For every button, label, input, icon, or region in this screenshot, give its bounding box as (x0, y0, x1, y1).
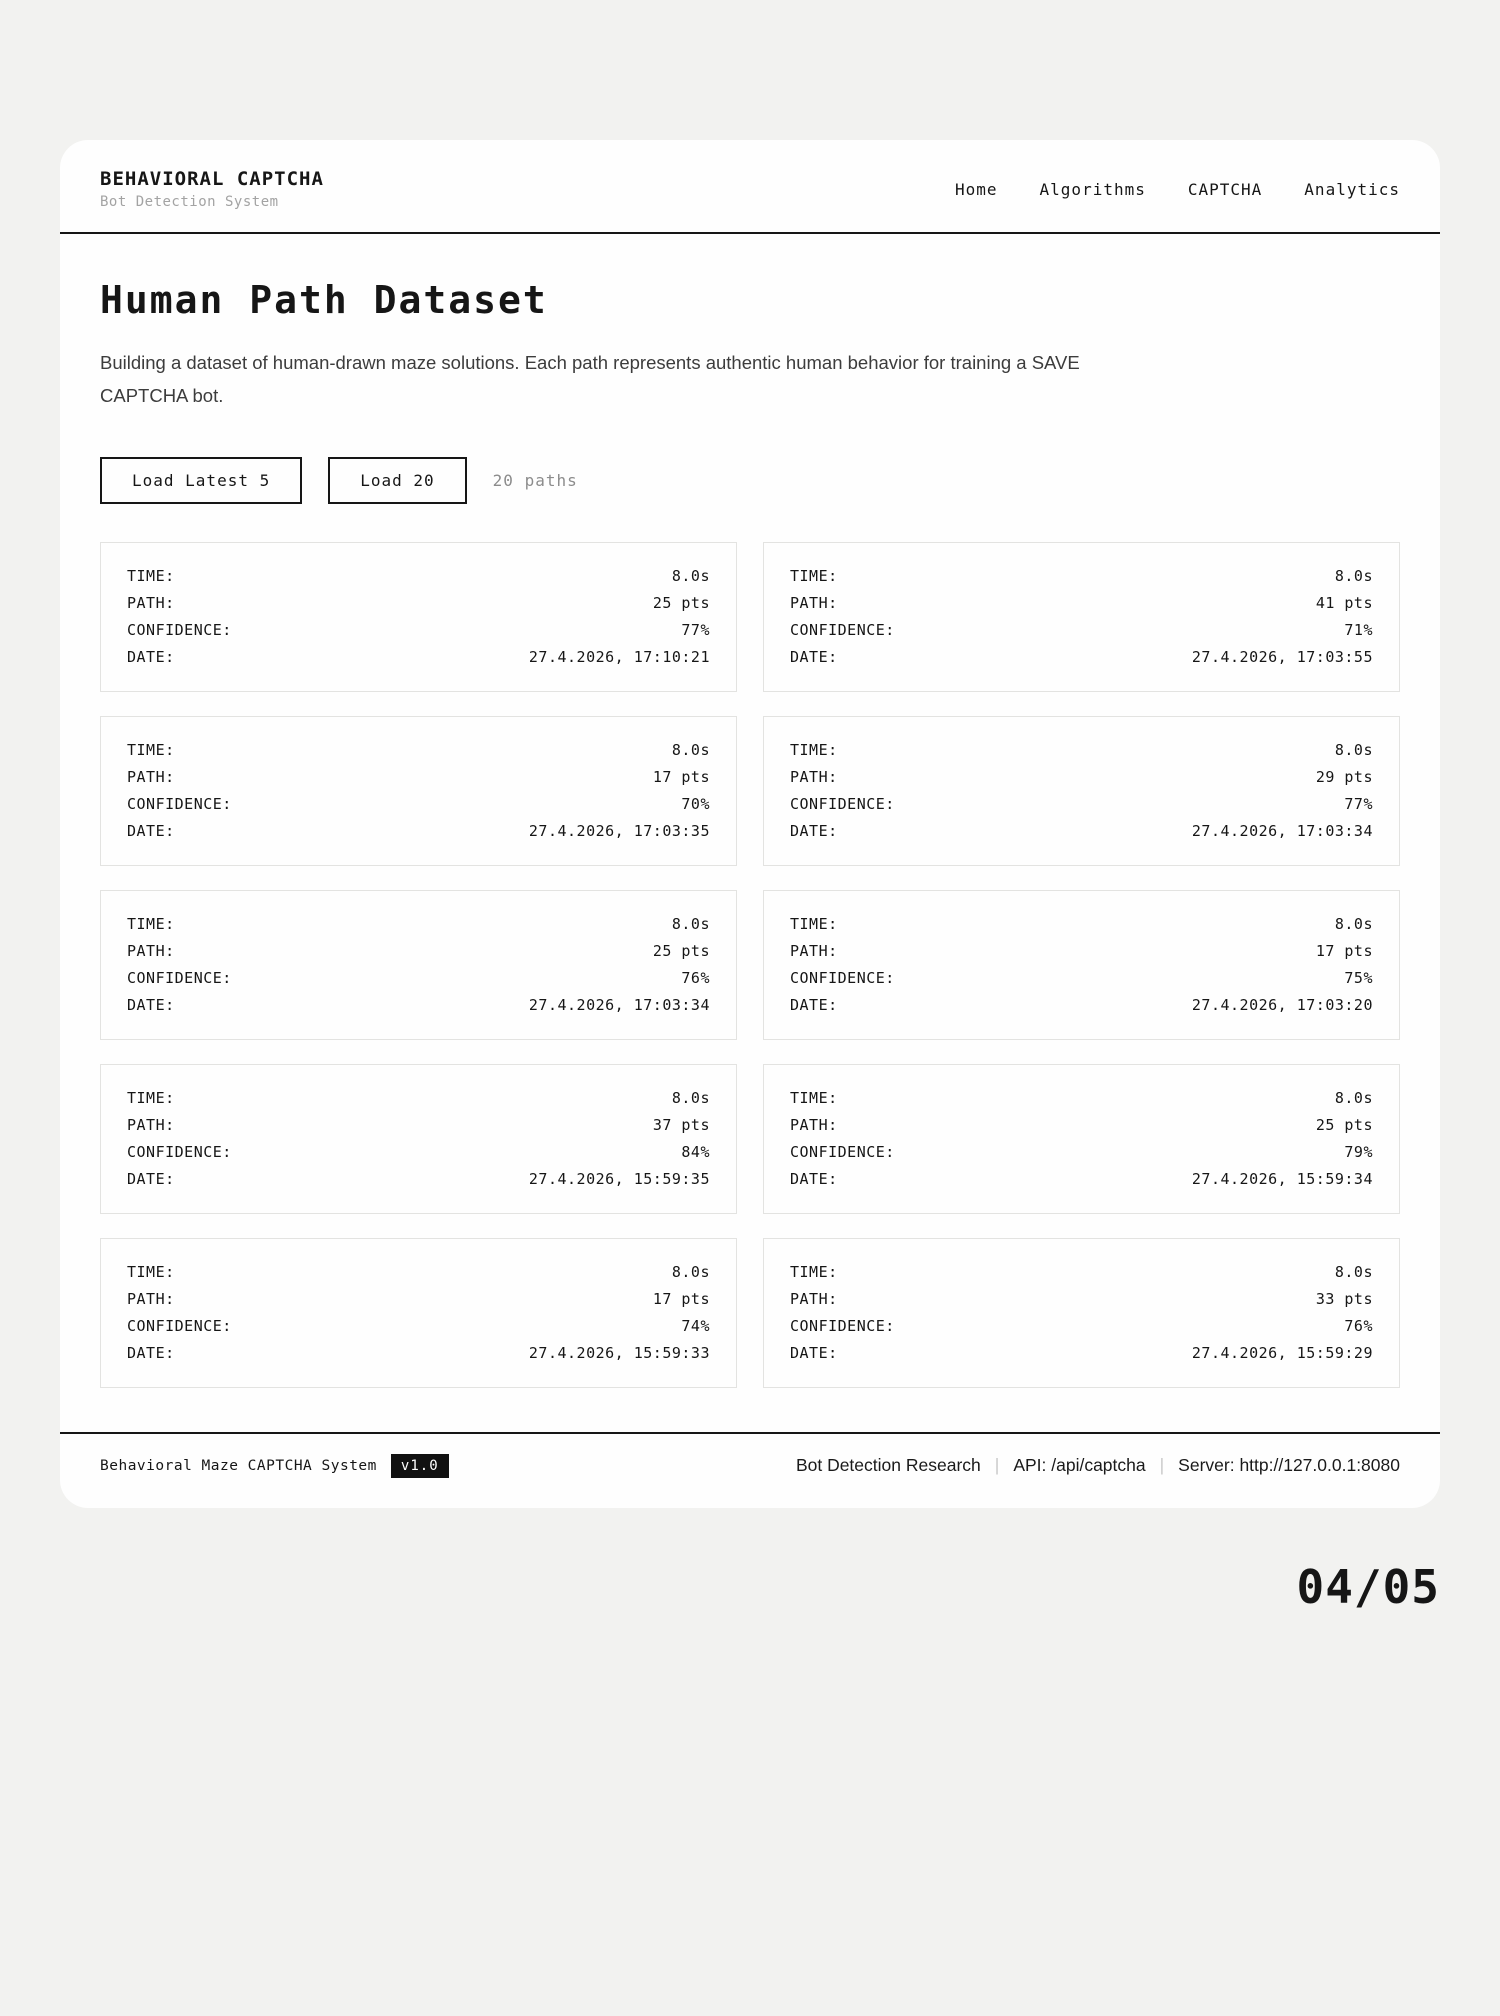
path-value: 17 pts (652, 768, 710, 787)
time-label: TIME: (790, 915, 838, 934)
path-label: PATH: (127, 942, 175, 961)
confidence-label: CONFIDENCE: (790, 1143, 895, 1162)
card-row-confidence (790, 1139, 1373, 1166)
time-label: TIME: (790, 1089, 838, 1108)
footer-item-api: API: /api/captcha (1013, 1455, 1146, 1476)
confidence-value: 79% (1344, 1143, 1373, 1162)
date-label: DATE: (127, 1170, 175, 1189)
confidence-label: CONFIDENCE: (790, 1317, 895, 1336)
path-value: 37 pts (652, 1116, 710, 1135)
path-card (763, 1238, 1400, 1388)
path-card (763, 542, 1400, 692)
card-row-path (127, 938, 710, 965)
confidence-label: CONFIDENCE: (127, 795, 232, 814)
card-row-date (127, 818, 710, 845)
date-value: 27.4.2026, 17:03:35 (528, 822, 710, 841)
card-row-date (127, 1340, 710, 1367)
date-value: 27.4.2026, 17:03:34 (1191, 822, 1373, 841)
card-row-confidence (127, 1313, 710, 1340)
time-label: TIME: (127, 1263, 175, 1282)
card-row-time (790, 1085, 1373, 1112)
brand-block (100, 168, 324, 210)
card-row-date (790, 1166, 1373, 1193)
date-label: DATE: (790, 1344, 838, 1363)
page-description: Building a dataset of human-drawn maze solutions. Each path represents authentic human behavior for training a SAVE CAPTCHA bot. (100, 352, 1080, 407)
card-row-path (127, 1112, 710, 1139)
path-value: 29 pts (1315, 768, 1373, 787)
date-label: DATE: (790, 996, 838, 1015)
path-label: PATH: (127, 594, 175, 613)
card-row-time (127, 1259, 710, 1286)
time-value: 8.0s (1334, 567, 1373, 586)
date-label: DATE: (127, 996, 175, 1015)
card-row-date (127, 1166, 710, 1193)
time-label: TIME: (127, 741, 175, 760)
nav-item-algorithms[interactable]: Algorithms (1039, 179, 1146, 199)
footer-item-research: Bot Detection Research (795, 1455, 981, 1476)
date-value: 27.4.2026, 15:59:34 (1191, 1170, 1373, 1189)
path-count-label: 20 paths (492, 470, 578, 490)
card-row-confidence (790, 965, 1373, 992)
path-label: PATH: (790, 942, 838, 961)
date-label: DATE: (790, 1170, 838, 1189)
time-value: 8.0s (671, 567, 710, 586)
confidence-label: CONFIDENCE: (790, 795, 895, 814)
date-value: 27.4.2026, 15:59:29 (1191, 1344, 1373, 1363)
card-row-date (127, 992, 710, 1019)
date-value: 27.4.2026, 15:59:35 (528, 1170, 710, 1189)
path-value: 17 pts (652, 1290, 710, 1309)
path-label: PATH: (790, 768, 838, 787)
site-header (60, 140, 1440, 234)
time-label: TIME: (127, 567, 175, 586)
footer-item-server: Server: http://127.0.0.1:8080 (1178, 1455, 1400, 1476)
time-value: 8.0s (1334, 1263, 1373, 1282)
date-value: 27.4.2026, 17:03:34 (528, 996, 710, 1015)
time-label: TIME: (127, 1089, 175, 1108)
path-card (100, 1238, 737, 1388)
confidence-label: CONFIDENCE: (127, 969, 232, 988)
page-indicator: 04/05 (1296, 1559, 1440, 1614)
footer-system-name: Behavioral Maze CAPTCHA System (100, 1457, 377, 1474)
card-row-time (790, 737, 1373, 764)
card-row-time (790, 1259, 1373, 1286)
confidence-value: 74% (681, 1317, 710, 1336)
nav-item-analytics[interactable]: Analytics (1304, 179, 1400, 199)
path-card (100, 1064, 737, 1214)
confidence-value: 77% (1344, 795, 1373, 814)
confidence-label: CONFIDENCE: (790, 969, 895, 988)
site-footer (60, 1432, 1440, 1508)
card-row-confidence (127, 791, 710, 818)
time-value: 8.0s (671, 1089, 710, 1108)
app-container (60, 140, 1440, 1508)
card-row-path (127, 1286, 710, 1313)
date-label: DATE: (790, 822, 838, 841)
path-card (763, 890, 1400, 1040)
time-value: 8.0s (671, 915, 710, 934)
card-row-path (790, 764, 1373, 791)
date-label: DATE: (127, 648, 175, 667)
card-row-time (127, 1085, 710, 1112)
date-label: DATE: (790, 648, 838, 667)
card-row-confidence (127, 965, 710, 992)
path-label: PATH: (127, 1290, 175, 1309)
card-row-confidence (790, 791, 1373, 818)
time-value: 8.0s (671, 1263, 710, 1282)
load-20-button[interactable]: Load 20 (328, 457, 466, 504)
main-nav (955, 180, 1400, 199)
load-latest-5-button[interactable]: Load Latest 5 (100, 457, 302, 504)
path-label: PATH: (127, 1116, 175, 1135)
time-value: 8.0s (1334, 741, 1373, 760)
date-value: 27.4.2026, 15:59:33 (528, 1344, 710, 1363)
card-row-time (790, 911, 1373, 938)
path-value: 17 pts (1315, 942, 1373, 961)
card-row-time (127, 563, 710, 590)
card-row-time (127, 737, 710, 764)
page-title: Human Path Dataset (100, 278, 548, 322)
card-row-path (790, 938, 1373, 965)
card-row-time (790, 563, 1373, 590)
date-label: DATE: (127, 1344, 175, 1363)
brand-subtitle: Bot Detection System (100, 194, 279, 210)
card-row-date (790, 992, 1373, 1019)
time-label: TIME: (790, 1263, 838, 1282)
path-label: PATH: (127, 768, 175, 787)
cards-grid (100, 542, 1400, 1388)
time-label: TIME: (790, 567, 838, 586)
confidence-value: 84% (681, 1143, 710, 1162)
confidence-label: CONFIDENCE: (127, 1317, 232, 1336)
card-row-date (790, 644, 1373, 671)
path-label: PATH: (790, 1116, 838, 1135)
card-row-confidence (790, 1313, 1373, 1340)
card-row-confidence (790, 617, 1373, 644)
path-card (763, 1064, 1400, 1214)
confidence-label: CONFIDENCE: (127, 1143, 232, 1162)
main-content (60, 278, 1440, 1388)
footer-left (100, 1454, 449, 1478)
confidence-value: 71% (1344, 621, 1373, 640)
version-badge: v1.0 (391, 1454, 449, 1478)
card-row-path (790, 1112, 1373, 1139)
confidence-value: 75% (1344, 969, 1373, 988)
confidence-value: 77% (681, 621, 710, 640)
footer-right (796, 1455, 1400, 1476)
path-value: 25 pts (652, 594, 710, 613)
time-label: TIME: (790, 741, 838, 760)
path-value: 33 pts (1315, 1290, 1373, 1309)
time-value: 8.0s (671, 741, 710, 760)
card-row-time (127, 911, 710, 938)
card-row-path (790, 1286, 1373, 1313)
nav-item-captcha[interactable]: CAPTCHA (1187, 179, 1263, 199)
date-label: DATE: (127, 822, 175, 841)
card-row-path (127, 590, 710, 617)
card-row-path (127, 764, 710, 791)
time-value: 8.0s (1334, 915, 1373, 934)
toolbar (100, 457, 1400, 504)
path-card (100, 716, 737, 866)
confidence-value: 76% (1344, 1317, 1373, 1336)
confidence-value: 76% (681, 969, 710, 988)
path-card (100, 542, 737, 692)
card-row-confidence (127, 617, 710, 644)
path-value: 41 pts (1315, 594, 1373, 613)
path-label: PATH: (790, 594, 838, 613)
brand-title: BEHAVIORAL CAPTCHA (100, 168, 324, 190)
path-value: 25 pts (652, 942, 710, 961)
nav-item-home[interactable]: Home (955, 179, 998, 199)
footer-separator: | (994, 1455, 1000, 1476)
confidence-value: 70% (681, 795, 710, 814)
card-row-confidence (127, 1139, 710, 1166)
card-row-date (790, 1340, 1373, 1367)
footer-separator: | (1159, 1455, 1165, 1476)
path-card (763, 716, 1400, 866)
date-value: 27.4.2026, 17:10:21 (528, 648, 710, 667)
confidence-label: CONFIDENCE: (790, 621, 895, 640)
date-value: 27.4.2026, 17:03:55 (1191, 648, 1373, 667)
time-label: TIME: (127, 915, 175, 934)
date-value: 27.4.2026, 17:03:20 (1191, 996, 1373, 1015)
path-card (100, 890, 737, 1040)
card-row-date (127, 644, 710, 671)
path-label: PATH: (790, 1290, 838, 1309)
card-row-path (790, 590, 1373, 617)
time-value: 8.0s (1334, 1089, 1373, 1108)
card-row-date (790, 818, 1373, 845)
path-value: 25 pts (1315, 1116, 1373, 1135)
confidence-label: CONFIDENCE: (127, 621, 232, 640)
